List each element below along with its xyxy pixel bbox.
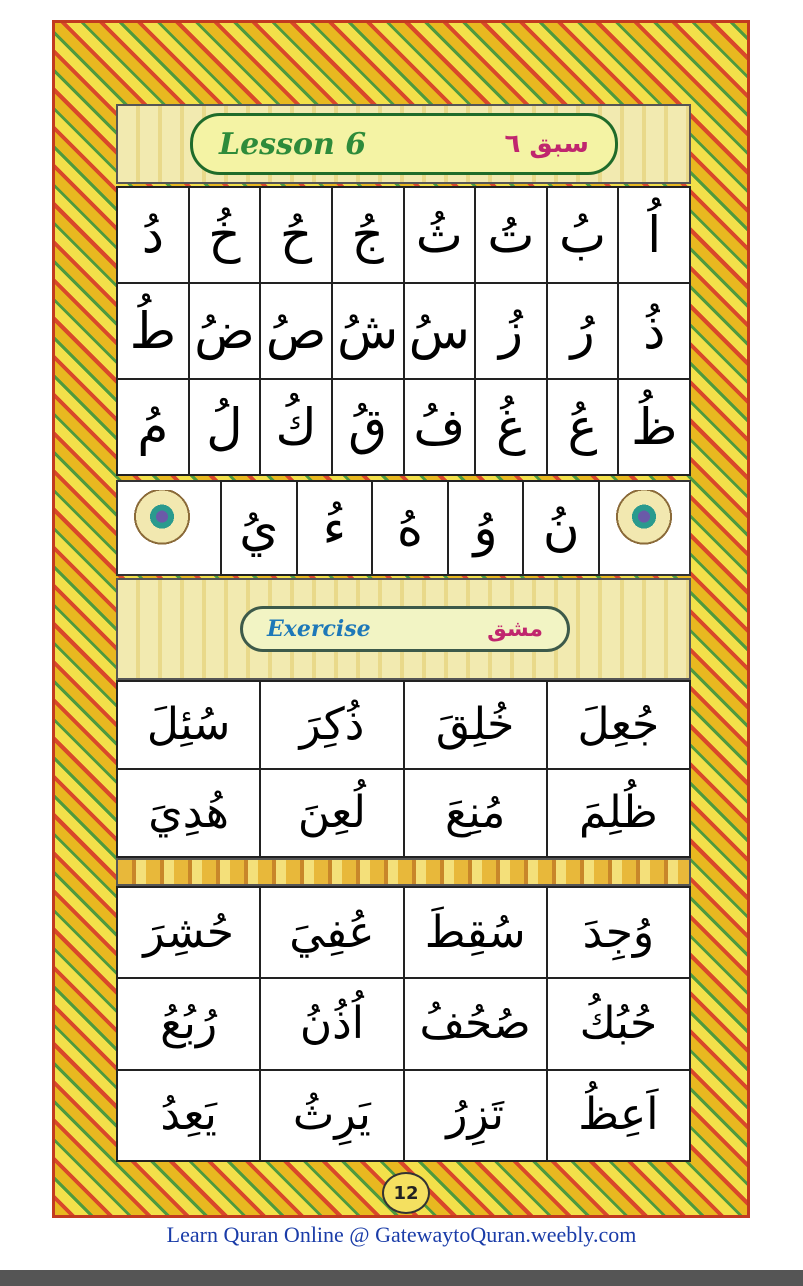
- letter-cell: رُ: [548, 284, 618, 378]
- letter-cell: عُ: [548, 380, 618, 474]
- word-cell: خُلِقَ: [405, 682, 546, 768]
- letter-cell: ظُ: [619, 380, 689, 474]
- letter-cell: دُ: [118, 188, 188, 282]
- word-cell: مُنِعَ: [405, 770, 546, 856]
- lesson-banner: [190, 113, 618, 175]
- letter-cell: يُ: [222, 482, 296, 574]
- letter-cell: زُ: [476, 284, 546, 378]
- letter-cell: ثُ: [405, 188, 475, 282]
- exercise-grid-top: [116, 680, 691, 858]
- word-cell: سُقِطَ: [405, 888, 546, 977]
- word-cell: ظُلِمَ: [548, 770, 689, 856]
- letter-cell: ذُ: [619, 284, 689, 378]
- letters-row4: [220, 480, 600, 576]
- letter-cell: ءُ: [298, 482, 372, 574]
- letter-cell: جُ: [333, 188, 403, 282]
- exercise-arabic-title: مشق: [487, 616, 543, 642]
- letter-cell: سُ: [405, 284, 475, 378]
- letter-cell: كُ: [261, 380, 331, 474]
- letter-cell: وُ: [449, 482, 523, 574]
- letter-cell: خُ: [190, 188, 260, 282]
- letter-cell: حُ: [261, 188, 331, 282]
- word-cell: رُبُعُ: [118, 979, 259, 1068]
- letter-cell: لُ: [190, 380, 260, 474]
- word-cell: تَزِرُ: [405, 1071, 546, 1160]
- word-cell: سُئِلَ: [118, 682, 259, 768]
- exercise-banner: [240, 606, 570, 652]
- floral-ornament-icon: [614, 490, 674, 566]
- letter-cell: غُ: [476, 380, 546, 474]
- word-cell: يَرِثُ: [261, 1071, 402, 1160]
- letter-cell: قُ: [333, 380, 403, 474]
- word-cell: حُبُكُ: [548, 979, 689, 1068]
- word-cell: حُشِرَ: [118, 888, 259, 977]
- lesson-title: Lesson 6: [219, 126, 367, 162]
- word-cell: هُدِيَ: [118, 770, 259, 856]
- page-number: 12: [382, 1172, 430, 1214]
- letter-cell: بُ: [548, 188, 618, 282]
- letter-cell: نُ: [524, 482, 598, 574]
- letters-grid: [116, 186, 691, 476]
- bottom-edge: [0, 1270, 803, 1286]
- exercise-title: Exercise: [267, 616, 371, 642]
- divider-strip: [116, 858, 691, 886]
- letter-cell: شُ: [333, 284, 403, 378]
- word-cell: صُحُفُ: [405, 979, 546, 1068]
- word-cell: لُعِنَ: [261, 770, 402, 856]
- letter-cell: اُ: [619, 188, 689, 282]
- letter-cell: مُ: [118, 380, 188, 474]
- exercise-grid-bottom: [116, 886, 691, 1162]
- word-cell: اُذُنُ: [261, 979, 402, 1068]
- letter-cell: صُ: [261, 284, 331, 378]
- letter-cell: طُ: [118, 284, 188, 378]
- word-cell: يَعِدُ: [118, 1071, 259, 1160]
- word-cell: اَعِظُ: [548, 1071, 689, 1160]
- floral-ornament-icon: [132, 490, 192, 566]
- footer-text[interactable]: Learn Quran Online @ GatewaytoQuran.weebly.com: [166, 1222, 637, 1247]
- word-cell: عُفِيَ: [261, 888, 402, 977]
- word-cell: وُجِدَ: [548, 888, 689, 977]
- word-cell: ذُكِرَ: [261, 682, 402, 768]
- letter-cell: تُ: [476, 188, 546, 282]
- letter-cell: ضُ: [190, 284, 260, 378]
- word-cell: جُعِلَ: [548, 682, 689, 768]
- letter-cell: فُ: [405, 380, 475, 474]
- letter-cell: هُ: [373, 482, 447, 574]
- lesson-arabic-title: سبق ٦: [504, 129, 589, 159]
